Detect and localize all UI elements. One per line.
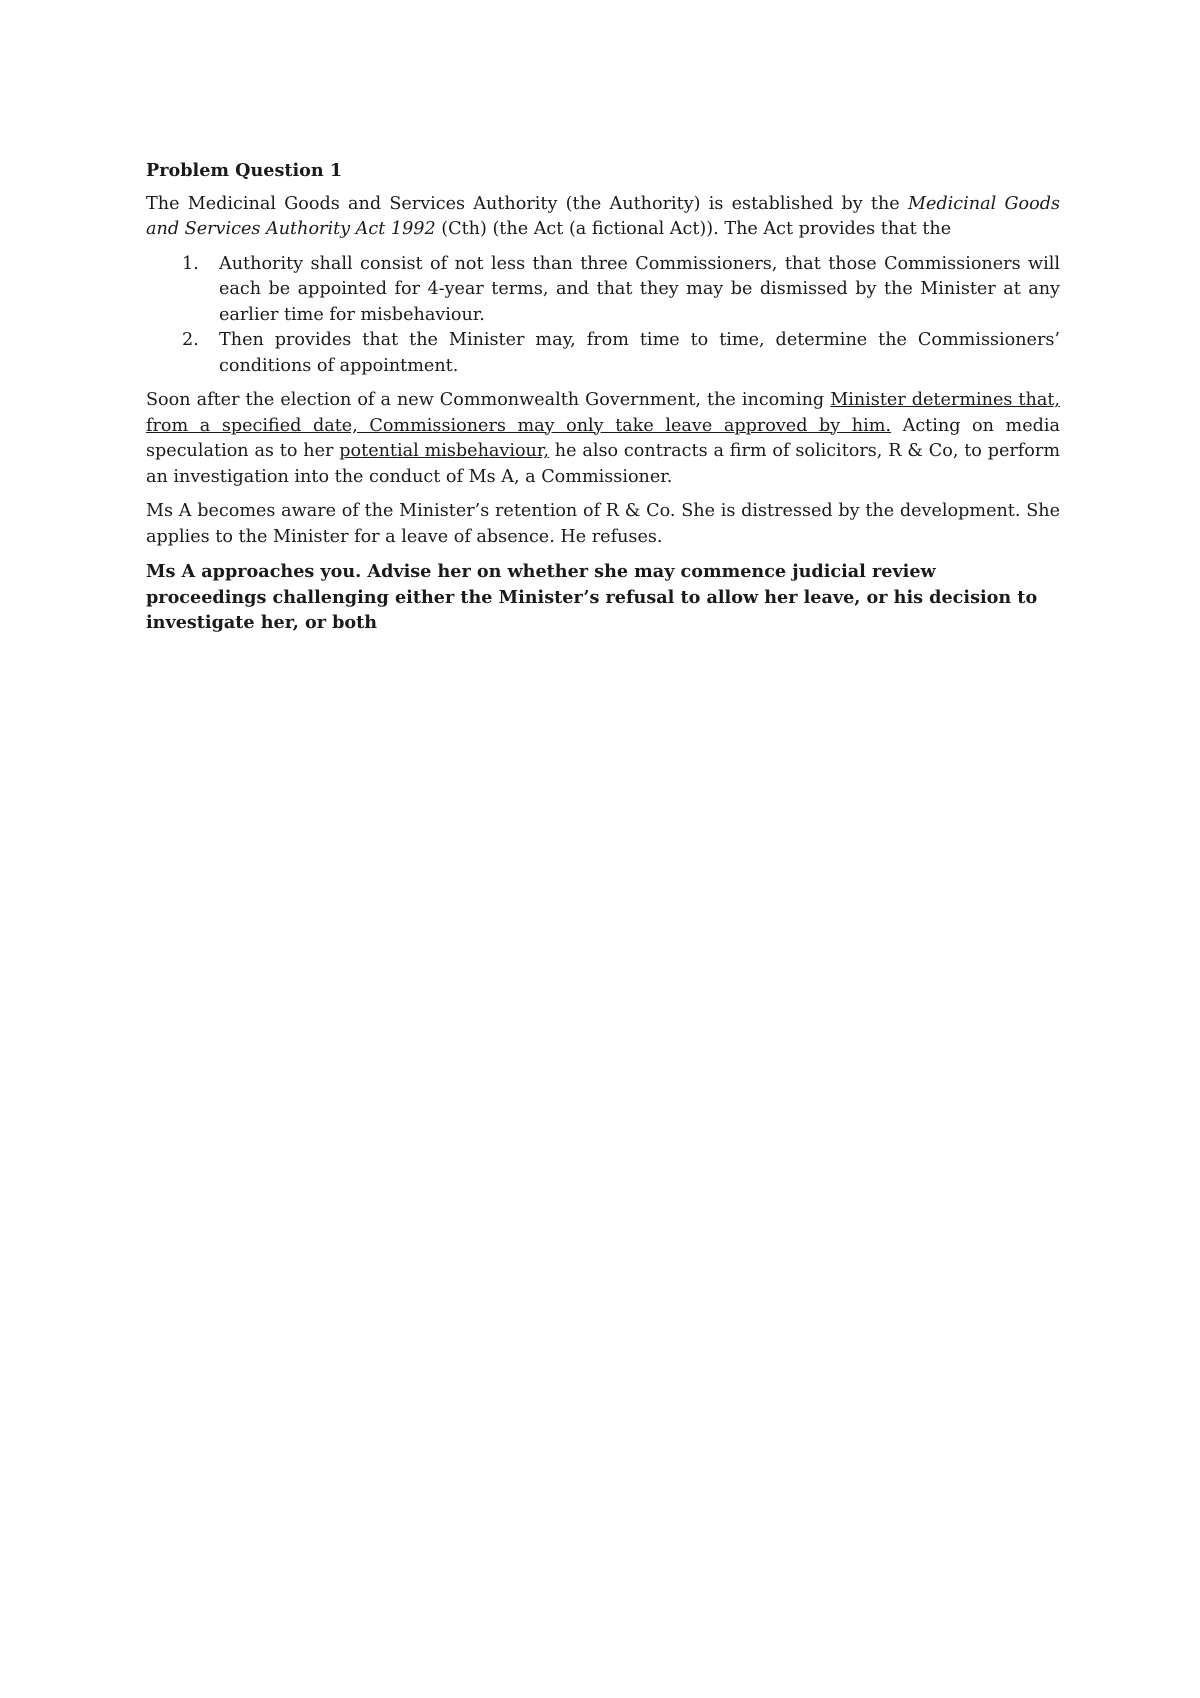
provisions-list (146, 252, 1060, 380)
act-title: Medicinal Goods and Services Authority Act 1992 (146, 193, 1060, 239)
intro-text-start: The Medicinal Goods and Services Authority (the Authority) is established by the (146, 193, 908, 214)
facts-text-a: Soon after the election of a new Commonwealth Government, the incoming (146, 390, 831, 410)
question-paragraph: Ms A approaches you. Advise her on whether she may commence judicial review proceedings challenging either the Minister’s refusal to allow her leave, or his decision to investigate her, or both (146, 561, 1038, 633)
list-item-text: Then provides that the Minister may, from time to time, determine the Commissioners’ conditions of appointment. (219, 330, 1060, 376)
facts-text-c: Acting on media speculation as to her (146, 415, 1060, 461)
page-title: Problem Question 1 (146, 160, 343, 181)
document-body (146, 158, 1060, 645)
facts-underlined-misbehaviour: potential misbehaviour, (339, 441, 549, 461)
list-item (146, 328, 1060, 379)
intro-paragraph (146, 192, 1060, 243)
list-item-number: 1. (182, 253, 199, 274)
list-item-number: 2. (182, 330, 199, 350)
list-item (146, 252, 1060, 329)
development-paragraph: Ms A becomes aware of the Minister’s retention of R & Co. She is distressed by the development. She applies to the Minister for a leave of absence. He refuses. (146, 501, 1060, 547)
facts-paragraph (146, 388, 1060, 490)
facts-text-e: he also contracts a firm of solicitors, R & Co, to perform an investigation into the conduct of Ms A, a Commissioner. (146, 441, 1060, 487)
list-item-text: Authority shall consist of not less than three Commissioners, that those Commissioners will each be appointed for 4-year terms, and that they may be dismissed by the Minister at any earlier time for misbehaviour. (219, 253, 1060, 325)
facts-underlined-determination: Minister determines that, from a specified date, Commissioners may only take leave approved by him. (146, 390, 1060, 436)
intro-text-end: (Cth) (the Act (a fictional Act)). The Act provides that the (435, 219, 952, 239)
